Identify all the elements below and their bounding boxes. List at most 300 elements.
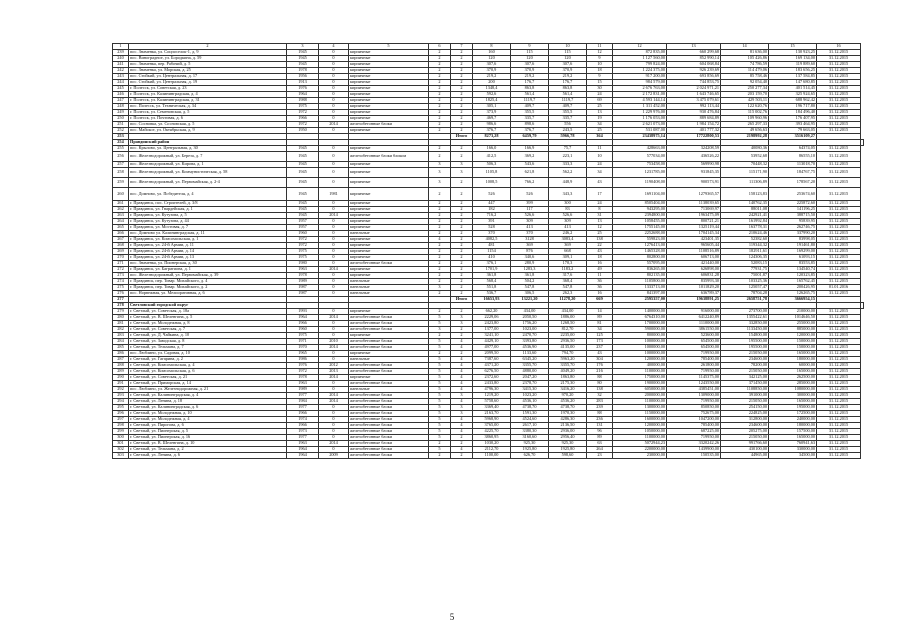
table-cell: 1975 — [287, 104, 319, 110]
table-cell: 10 — [587, 62, 613, 68]
table-cell: 11 — [587, 273, 613, 279]
table-cell: 31.12.2015 — [817, 387, 861, 393]
table-cell: 1978 — [287, 68, 319, 74]
table-cell: 355,5 — [511, 110, 549, 116]
table-cell: 1966 — [287, 411, 319, 417]
table-cell: 3415,30 — [511, 387, 549, 393]
table-row — [113, 168, 864, 178]
table-cell: 992 113,44 — [667, 104, 721, 110]
table-cell: 18 — [587, 68, 613, 74]
table-cell: 926 239,69 — [667, 68, 721, 74]
table-cell: 371450,00 — [721, 381, 769, 387]
table-cell: 1964 — [287, 447, 319, 453]
table-cell: 4796,30 — [473, 387, 511, 393]
table-cell: 1600000,00 — [613, 417, 667, 423]
table-cell: 4524,60 — [511, 417, 549, 423]
table-cell: 0 — [319, 74, 349, 80]
table-cell: 0 — [319, 225, 349, 231]
table-cell: 0 — [319, 423, 349, 429]
table-cell: 0 — [319, 435, 349, 441]
table-cell: 986,6 — [473, 122, 511, 128]
table-cell: 621,8 — [511, 168, 549, 178]
table-cell: 1972 — [287, 369, 319, 375]
table-cell: 1047200,00 — [667, 417, 721, 423]
table-cell: железобетонные блоки — [349, 411, 429, 417]
row-number-cell: 288 — [113, 363, 129, 369]
table-cell: 31.12.2015 — [817, 86, 861, 92]
table-cell: 343,3 — [549, 188, 587, 201]
address-cell: пос. Знаменка, ул. Соцпоселок-1, д. 9 — [129, 50, 287, 56]
table-cell: 119 889,60 — [769, 62, 817, 68]
address-cell: пос. Люблино, ул. Садовая, д. 10 — [129, 351, 287, 357]
table-cell: 0 — [319, 168, 349, 178]
table-cell: 12 — [587, 50, 613, 56]
table-cell: 31.12.2015 — [817, 333, 861, 339]
table-cell: 5758,60 — [473, 399, 511, 405]
table-cell: 239 — [587, 405, 613, 411]
table-cell: 0 — [319, 92, 349, 98]
table-cell: 120000,00 — [769, 333, 817, 339]
table-cell: 2 — [451, 237, 473, 243]
table-cell: 369,2 — [511, 152, 549, 162]
table-cell: 1863,80 — [549, 375, 587, 381]
table-cell: 1975 — [287, 255, 319, 261]
table-cell: 31.12.2015 — [817, 441, 861, 447]
table-cell: 436526,22 — [667, 152, 721, 162]
table-cell: 1977 — [287, 435, 319, 441]
table-cell: 31.12.2015 — [817, 351, 861, 357]
table-cell: 304 — [587, 357, 613, 363]
table-cell: 183 656,25 — [769, 68, 817, 74]
table-cell: 78200,00 — [721, 363, 769, 369]
table-cell: 4 — [451, 375, 473, 381]
table-cell: 885000,00 — [769, 327, 817, 333]
table-cell: 2 — [429, 249, 451, 255]
table-cell: 668 — [549, 249, 587, 255]
table-cell: 355,5 — [549, 110, 587, 116]
table-cell: 1977 — [287, 405, 319, 411]
table-cell: 2 — [451, 68, 473, 74]
table-cell: 0 — [319, 219, 349, 225]
table-cell: 8505404,00 — [613, 201, 667, 207]
table-cell: 0 — [319, 279, 349, 285]
address-cell: пос. Норвежная, ул. Мелиоративная, д. 6 — [129, 291, 287, 297]
table-cell: 70448,32 — [721, 162, 769, 168]
address-cell: г. Светлый, ул. Пирогова, д. 6 — [129, 423, 287, 429]
table-row — [113, 178, 864, 188]
table-cell: 2 172 831,00 — [613, 92, 667, 98]
table-cell: 1945 — [287, 188, 319, 201]
table-cell: 2 — [429, 333, 451, 339]
table-cell: 0 — [319, 50, 349, 56]
table-cell: 158123,83 — [721, 188, 769, 201]
table-cell: кирпичные — [349, 207, 429, 213]
table-cell: 3 — [451, 393, 473, 399]
table-cell: 1 224 375,00 — [613, 68, 667, 74]
table-cell: 31.12.2015 — [817, 50, 861, 56]
table-cell: 215050,00 — [721, 435, 769, 441]
row-number-cell: 282 — [113, 327, 129, 333]
row-number-cell: 275 — [113, 285, 129, 291]
table-cell: 273700,00 — [721, 309, 769, 315]
table-cell: 752675,00 — [667, 411, 721, 417]
row-number-cell: 259 — [113, 178, 129, 188]
table-cell: 1972 — [287, 243, 319, 249]
table-cell: 324208,59 — [667, 146, 721, 152]
column-number-cell: 4 — [319, 44, 349, 50]
address-cell: г. Светлый, ул. Приморская, д. 14 — [129, 381, 287, 387]
table-cell: 236 — [587, 417, 613, 423]
table-cell: 2014 — [319, 399, 349, 405]
table-cell: 5 — [429, 447, 451, 453]
table-cell: 547,8 — [549, 285, 587, 291]
table-cell: 1750000,00 — [613, 375, 667, 381]
table-cell: 31.12.2015 — [817, 110, 861, 116]
table-cell: 195500,00 — [721, 339, 769, 345]
row-number-cell: 246 — [113, 92, 129, 98]
table-cell: 2 — [451, 219, 473, 225]
table-cell: 5 — [429, 381, 451, 387]
table-cell: 370,9 — [549, 68, 587, 74]
table-cell: 693 856,69 — [667, 74, 721, 80]
table-cell: 120 — [549, 56, 587, 62]
table-cell: 1008,5 — [473, 178, 511, 188]
table-cell: 1970,30 — [549, 411, 587, 417]
table-cell: 31.12.2015 — [817, 237, 861, 243]
table-cell: 19 — [587, 116, 613, 122]
column-number-cell: 14 — [721, 44, 769, 50]
table-cell: 52083,15 — [721, 261, 769, 267]
table-cell: 1119,7 — [511, 98, 549, 104]
table-cell: 4 — [451, 381, 473, 387]
table-cell: кирпичные — [349, 92, 429, 98]
table-cell: 31.12.2015 — [817, 98, 861, 104]
table-cell: 2 — [429, 219, 451, 225]
table-cell: 1989 — [287, 387, 319, 393]
table-cell: 36 — [587, 285, 613, 291]
table-cell: 309 — [511, 219, 549, 225]
table-cell: 31.12.2015 — [817, 267, 861, 273]
address-cell: г. Правдинск, пер. Товар. Михайского, д. 4 — [129, 279, 287, 285]
table-cell: 841397,00 — [613, 291, 667, 297]
row-number-cell: 292 — [113, 387, 129, 393]
table-cell: 2 — [429, 201, 451, 207]
address-cell: г. Светлый, ул. Советская, д. 7 — [129, 327, 287, 333]
table-cell: 1030,20 — [473, 441, 511, 447]
table-cell: 31.12.2015 — [817, 162, 861, 168]
table-cell: 2 — [429, 255, 451, 261]
table-cell: 31.12.2015 — [817, 168, 861, 178]
table-cell: 1976 — [287, 363, 319, 369]
table-cell: 219,2 — [473, 74, 511, 80]
table-cell: 115 — [511, 50, 549, 56]
table-cell: 1945 — [287, 162, 319, 168]
table-cell: 31.12.2015 — [817, 243, 861, 249]
table-cell: 1 176 053,00 — [613, 116, 667, 122]
table-cell: 4536,10 — [511, 399, 549, 405]
table-cell: 0 — [319, 146, 349, 152]
table-cell: 1945 — [287, 168, 319, 178]
address-cell: г. Светлый, ул. Заводская, д. 8 — [129, 339, 287, 345]
table-cell: кирпичные — [349, 50, 429, 56]
table-cell: 31.12.2015 — [817, 393, 861, 399]
table-cell: 2 — [429, 104, 451, 110]
row-number-cell: 296 — [113, 411, 129, 417]
column-number-cell: 12 — [613, 44, 667, 50]
row-number-cell: 301 — [113, 441, 129, 447]
table-row — [113, 188, 864, 201]
table-cell: 2 — [429, 231, 451, 237]
table-cell: 2 — [451, 116, 473, 122]
table-cell: 25 — [587, 104, 613, 110]
table-cell: 31.12.2015 — [817, 231, 861, 237]
address-cell: г. Светлый, ул. Молодежная, д. 10 — [129, 411, 287, 417]
table-cell: 1825,4 — [473, 98, 511, 104]
table-cell: 1978 — [287, 375, 319, 381]
table-cell: 4 — [451, 429, 473, 435]
table-cell: 4 593 144,14 — [613, 98, 667, 104]
table-cell: 31 — [587, 213, 613, 219]
table-cell: 1000000,00 — [613, 339, 667, 345]
table-cell: 361,8 — [511, 273, 549, 279]
table-cell: 0 — [319, 128, 349, 134]
row-number-cell: 281 — [113, 321, 129, 327]
table-cell: 0 — [319, 201, 349, 207]
table-cell: 32 — [587, 393, 613, 399]
table-cell: 687225,00 — [667, 429, 721, 435]
table-cell: 2229,06 — [473, 315, 511, 321]
table-cell: 305,1 — [473, 104, 511, 110]
address-cell: г. Светлый, ул. В. Шеленгина, д. 10 — [129, 441, 287, 447]
table-cell: 660 299,68 — [667, 50, 721, 56]
row-number-cell: 280 — [113, 315, 129, 321]
address-cell: г. Светлый, ул. Советская, д. 18а — [129, 309, 287, 315]
table-cell: 31.12.2015 — [817, 122, 861, 128]
table-cell: 0 — [319, 357, 349, 363]
table-cell: 2 — [451, 249, 473, 255]
table-cell: 719950,00 — [667, 399, 721, 405]
table-cell: 3 — [429, 168, 451, 178]
address-cell: г. Светлый, ул. Молодежная, д. 4 — [129, 417, 287, 423]
table-cell: 43 — [587, 178, 613, 188]
table-cell: 1966 — [287, 116, 319, 122]
table-cell: 889 684,89 — [667, 116, 721, 122]
table-cell: железобетонные блоки — [349, 447, 429, 453]
table-cell: 176 407,95 — [769, 116, 817, 122]
table-cell: 25 — [587, 128, 613, 134]
table-cell: железобетонные блоки — [349, 405, 429, 411]
register-sheet — [112, 43, 864, 459]
table-cell: 1100000,00 — [613, 435, 667, 441]
table-cell: 138 — [587, 387, 613, 393]
table-cell: 31.12.2015 — [817, 128, 861, 134]
row-number-cell: 239 — [113, 50, 129, 56]
table-cell: 569990,98 — [667, 162, 721, 168]
table-cell: 0 — [319, 62, 349, 68]
table-cell: 5966,78 — [549, 134, 587, 140]
table-cell: 0 — [319, 447, 349, 453]
table-cell: кирпичные — [349, 351, 429, 357]
table-cell: 2099,50 — [473, 351, 511, 357]
table-cell: 255000,00 — [769, 321, 817, 327]
row-number-cell: 255 — [113, 146, 129, 152]
table-cell: 165000,00 — [769, 351, 817, 357]
table-cell: 53952,68 — [721, 152, 769, 162]
table-cell: 1138039,65 — [667, 201, 721, 207]
table-cell: 626,70 — [511, 453, 549, 459]
table-cell: 307,6 — [473, 62, 511, 68]
row-number-cell: 278 — [113, 303, 129, 309]
table-cell: 2 — [429, 56, 451, 62]
table-cell: кирпичные — [349, 62, 429, 68]
table-cell: 14 — [587, 309, 613, 315]
table-cell: 31.12.2015 — [817, 146, 861, 152]
table-cell: 31.12.2015 — [817, 345, 861, 351]
table-cell: 1755145,00 — [613, 225, 667, 231]
table-cell: 88 — [587, 375, 613, 381]
table-cell: 568,4 — [473, 279, 511, 285]
table-cell: 4082,5 — [473, 237, 511, 243]
table-cell: 31.12.2015 — [817, 213, 861, 219]
table-cell: 1945 — [287, 62, 319, 68]
table-cell: 184 496,40 — [769, 110, 817, 116]
table-cell: 1975 — [287, 249, 319, 255]
table-cell: 2 — [429, 50, 451, 56]
table-cell: 0 — [319, 68, 349, 74]
table-cell: 5900000,00 — [613, 327, 667, 333]
table-cell: железобетонные блоки — [349, 261, 429, 267]
table-cell: 2 — [429, 86, 451, 92]
page-number: 5 — [449, 612, 455, 622]
table-cell: 2 — [429, 74, 451, 80]
table-cell: 0 — [319, 333, 349, 339]
table-cell: 1970 — [287, 345, 319, 351]
row-number-cell: 240 — [113, 56, 129, 62]
table-cell: 1276413,00 — [613, 243, 667, 249]
address-cell: г. Светлый, ул. Пионерская, д. 5 — [129, 429, 287, 435]
address-cell: г. Правдинск, ул. 24-й Армии, д. 13 — [129, 255, 287, 261]
table-cell: 2 — [451, 122, 473, 128]
table-cell: 130 923,25 — [769, 50, 817, 56]
table-cell: 4371,20 — [473, 363, 511, 369]
table-cell: 0 — [319, 162, 349, 168]
table-cell: 280,9 — [511, 261, 549, 267]
table-cell: 81 636,00 — [721, 50, 769, 56]
table-cell: 4 — [451, 423, 473, 429]
table-cell: 1355422,61 — [721, 315, 769, 321]
table-cell: 0 — [319, 56, 349, 62]
table-cell: 246,2 — [549, 231, 587, 237]
table-cell: 31.12.2015 — [817, 219, 861, 225]
table-cell: 1 984 154,72 — [667, 122, 721, 128]
row-number-cell: 267 — [113, 237, 129, 243]
table-cell: 506,3 — [473, 162, 511, 168]
table-cell: 1133450,00 — [721, 327, 769, 333]
table-cell: 3666954,15 — [769, 297, 817, 303]
table-cell: 182 — [473, 207, 511, 213]
row-number-cell: 300 — [113, 435, 129, 441]
table-cell: 4536,20 — [549, 399, 587, 405]
row-number-cell: 260 — [113, 188, 129, 201]
row-number-cell: 249 — [113, 110, 129, 116]
table-cell: 409,7 — [511, 104, 549, 110]
address-cell: пос. Железнодорожный, ул. Коммунистическая, д. 58 — [129, 168, 287, 178]
table-cell: 1964 — [287, 315, 319, 321]
table-cell: панельные — [349, 387, 429, 393]
address-cell: пос. Полесск, ул. Техническая, д. 34 — [129, 104, 287, 110]
table-cell: 19638891,25 — [667, 297, 721, 303]
table-cell: 2 — [451, 291, 473, 297]
table-cell: 2000000,00 — [613, 393, 667, 399]
table-cell: 2 — [451, 327, 473, 333]
table-cell: 2 — [429, 453, 451, 459]
table-cell: железобетонные блоки — [349, 339, 429, 345]
table-cell: 96 — [587, 429, 613, 435]
table-cell: 34 — [587, 122, 613, 128]
address-cell: г. Правдинск, ул. Комсомольская, д. 1 — [129, 237, 287, 243]
row-number-cell: 303 — [113, 453, 129, 459]
table-cell: 216 — [587, 369, 613, 375]
table-cell: 1100,00 — [473, 453, 511, 459]
table-cell: 0 — [319, 351, 349, 357]
table-cell: 0 — [319, 110, 349, 116]
table-cell: 2 — [451, 146, 473, 152]
table-cell: 753458,00 — [613, 162, 667, 168]
table-cell: 943295,00 — [613, 207, 667, 213]
table-cell: 1145375,00 — [667, 375, 721, 381]
table-cell: 1 311 452,00 — [613, 104, 667, 110]
table-cell: 2 — [451, 201, 473, 207]
table-cell: 169 134,00 — [769, 56, 817, 62]
table-cell: 166,9 — [511, 146, 549, 152]
column-number-cell: 9 — [511, 44, 549, 50]
table-cell: 2 — [451, 225, 473, 231]
table-cell: панельные — [349, 279, 429, 285]
table-cell: 1183,2 — [549, 267, 587, 273]
row-number-cell: 269 — [113, 249, 129, 255]
table-cell: 31.12.2015 — [817, 62, 861, 68]
table-cell: железобетонные блоки — [349, 381, 429, 387]
table-cell: 5 — [429, 375, 451, 381]
table-cell: 598,60 — [549, 453, 587, 459]
table-cell: 23 — [587, 453, 613, 459]
table-cell: 31.12.2015 — [817, 369, 861, 375]
table-cell: 5 — [429, 429, 451, 435]
table-cell: 1300000,00 — [613, 405, 667, 411]
table-cell: 79 663,05 — [769, 128, 817, 134]
table-cell: 1980 — [287, 261, 319, 267]
table-cell: 1243550,00 — [667, 381, 721, 387]
table-cell: 31.12.2015 — [817, 207, 861, 213]
table-cell: 95839,95 — [769, 219, 817, 225]
table-cell: 1945 — [287, 152, 319, 162]
table-cell: 556 — [549, 122, 587, 128]
table-cell: 6276,50 — [473, 369, 511, 375]
table-cell: 1309000,00 — [667, 393, 721, 399]
table-cell: 5 — [429, 411, 451, 417]
table-cell: 2 — [451, 435, 473, 441]
table-cell: кирпичные — [349, 162, 429, 168]
table-cell: 577034,00 — [613, 152, 667, 162]
table-cell: 17722800,53 — [667, 134, 721, 140]
table-cell: 2 — [429, 92, 451, 98]
table-cell: 4 — [451, 417, 473, 423]
table-cell: 2 — [451, 188, 473, 201]
table-cell: 2372,60 — [473, 375, 511, 381]
table-cell: 12 — [587, 225, 613, 231]
table-cell: 526 — [511, 188, 549, 201]
table-cell: 340,6 — [511, 255, 549, 261]
